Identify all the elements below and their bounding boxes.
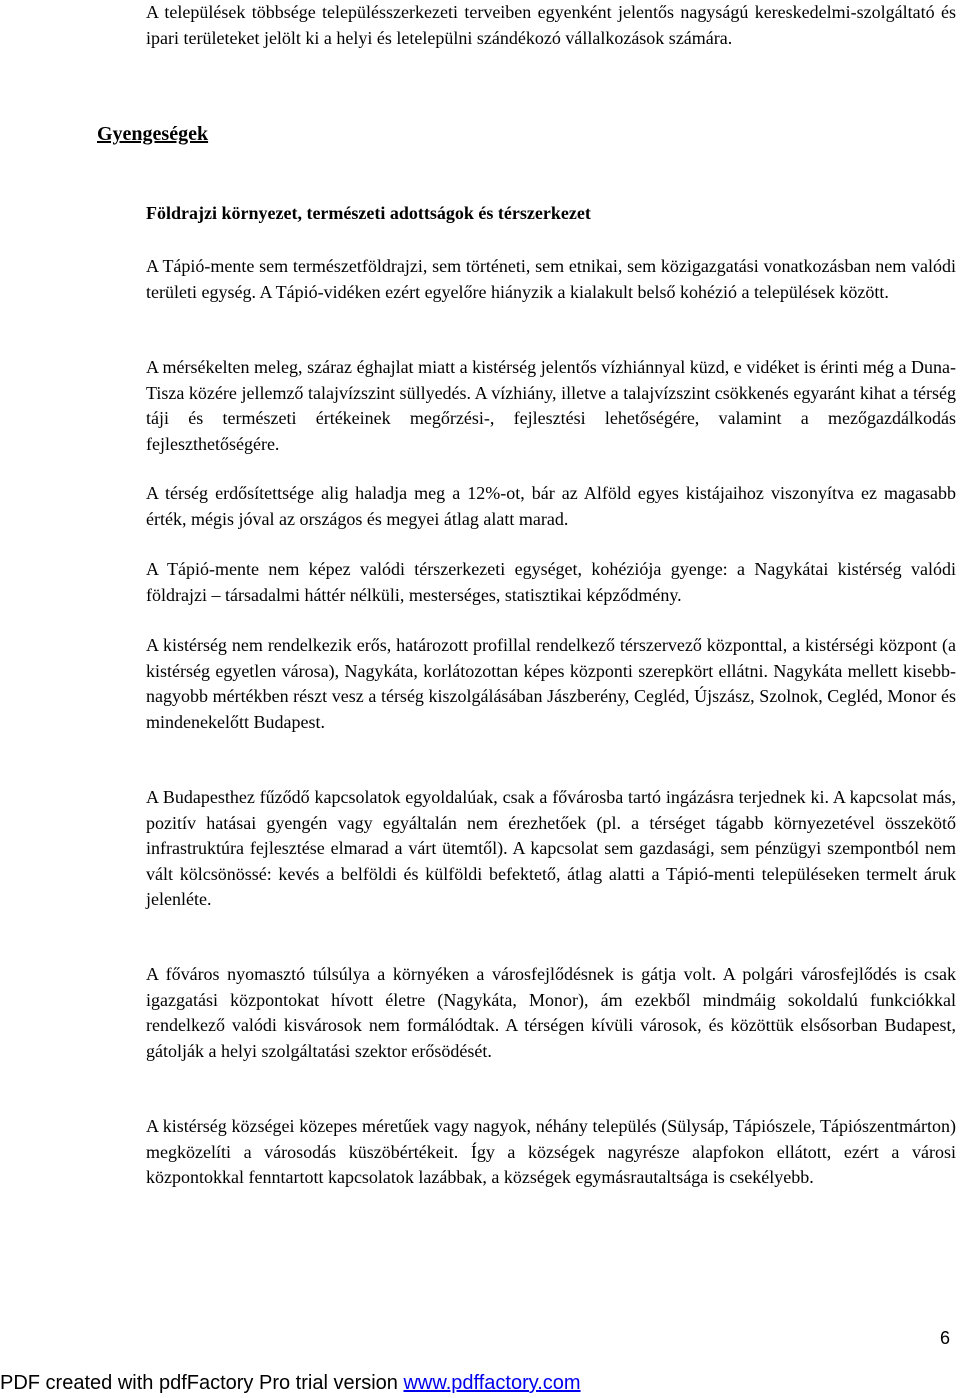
page-number: 6 [939,1328,950,1348]
section-heading: Gyengeségek [97,123,209,145]
paragraph-5: A kistérség nem rendelkezik erős, határozott profillal rendelkező térszervező központtal, a kistérségi központ (a kistérség egyetlen városa), Nagykáta, korlátozottan képes központi szerepkört ellátni. Nagykáta mellett kisebb-nagyobb mértékben részt vesz a térség kiszolgálásában Jászberény, Cegléd, Újszász, Szolnok, Cegléd, Monor és mindenekelőtt Budapest. [146,635,956,732]
paragraph-8: A kistérség községei közepes méretűek vagy nagyok, néhány település (Sülysáp, Tápiószele, Tápiószentmárton) megközelíti a városodás küszöbértékeit. Így a községek nagyrésze alapfokon ellátott, ezért a városi központokkal fenntartott kapcsolatok lazábbak, a községek egymásrautaltsága is csekélyebb. [146,1116,956,1187]
paragraph-4: A Tápió-mente nem képez valódi térszerkezeti egységet, kohéziója gyenge: a Nagykátai kistérség valódi földrajzi – társadalmi háttér nélküli, mesterséges, statisztikai képződmény. [146,559,956,605]
subsection-heading: Földrajzi környezet, természeti adottságok és térszerkezet [146,203,591,223]
paragraph-2: A mérsékelten meleg, száraz éghajlat miatt a kistérség jelentős vízhiánnyal küzd, e vidéket is érinti még a Duna-Tisza közére jellemző talajvízszint süllyedés. A vízhiány, illetve a talajvízszint csökkenés egyaránt kihat a térség táji és természeti értékeinek megőrzési-, fejlesztési lehetőségére, valamint a mezőgazdálkodás fejleszthetőségére. [146,357,956,454]
footer-text: PDF created with pdfFactory Pro trial version [0,1372,404,1394]
pdf-footer [0,1372,581,1395]
paragraph-6: A Budapesthez fűződő kapcsolatok egyoldalúak, csak a fővárosba tartó ingázásra terjednek ki. A kapcsolat más, pozitív hatásai gyengén vagy egyáltalán nem érezhetőek (pl. a térséget tágabb környezetével összekötő infrastruktúra fejlesztése elmarad a várt ütemtől). A kapcsolat sem gazdasági, sem pénzügyi szempontból nem vált kölcsönössé: kevés a belföldi és külföldi befektető, átlag alatti a Tápió-menti településeken termelt áruk jelenléte. [146,787,956,909]
paragraph-1: A Tápió-mente sem természetföldrajzi, sem történeti, sem etnikai, sem közigazgatási vonatkozásban nem valódi területi egység. A Tápió-vidéken ezért egyelőre hiányzik a kialakult belső kohézió a települések között. [146,256,956,302]
paragraph-7: A főváros nyomasztó túlsúlya a környéken a városfejlődésnek is gátja volt. A polgári városfejlődés is csak igazgatási központokat hívott életre (Nagykáta, Monor), ám ezekből mindmáig sokoldalú funkciókkal rendelkező valódi kisvárosok nem formálódtak. A térségen kívüli városok, és közöttük elsősorban Budapest, gátolják a helyi szolgáltatási szektor erősödését. [146,964,956,1061]
paragraph-3: A térség erdősítettsége alig haladja meg a 12%-ot, bár az Alföld egyes kistájaihoz viszonyítva ez magasabb érték, mégis jóval az országos és megyei átlag alatt marad. [146,483,956,529]
footer-link[interactable]: www.pdffactory.com [403,1372,581,1394]
intro-paragraph: A települések többsége településszerkezeti terveiben egyenként jelentős nagyságú kereskedelmi-szolgáltató és ipari területeket jelölt ki a helyi és letelepülni szándékozó vállalkozások számára. [146,2,956,48]
